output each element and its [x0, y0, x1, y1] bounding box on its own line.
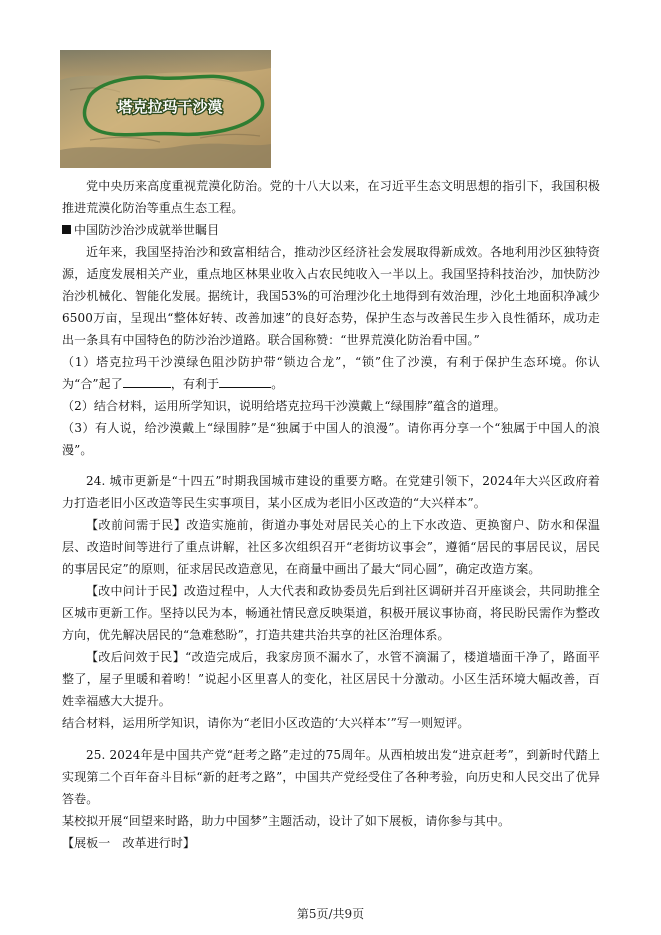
q24-paragraph-1: 【改前问需于民】改造实施前，街道办事处对居民关心的上下水改造、更换窗户、防水和保温层、改造时间等进行了重点讲解，社区多次组织召开“老街坊议事会”，遵循“居民的事居民议，居民的事居民定”的原则，征求居民改造意见，在商量中画出了最大“同心圆”，确定改造方案。 — [62, 518, 600, 576]
desert-label: 塔克拉玛干沙漠 — [117, 98, 223, 116]
question-23-block — [62, 175, 600, 461]
answer-blank-1[interactable] — [123, 375, 171, 388]
q23-subq3: （3）有人说，给沙漠戴上“绿围脖”是“独属于中国人的浪漫”。请你再分享一个“独属于中国人的浪漫”。 — [62, 421, 600, 457]
desert-map-image — [60, 50, 271, 168]
q23-heading-text: 中国防沙治沙成就举世瞩目 — [74, 223, 220, 237]
q25-task: 某校拟开展“回望来时路，助力中国梦”主题活动，设计了如下展板，请你参与其中。 — [62, 814, 511, 828]
question-25-block — [62, 744, 600, 854]
q25-board-1-title: 【展板一 改革进行时】 — [62, 836, 196, 850]
question-24-block — [62, 470, 600, 734]
q23-subq1 — [62, 351, 600, 395]
square-bullet-icon — [62, 225, 71, 234]
q24-paragraph-2: 【改中问计于民】改造过程中，人大代表和政协委员先后到社区调研并召开座谈会，共同助推全区城市更新工作。坚持以民为本，畅通社情民意反映渠道，积极开展议事协商，将民盼民需作为整改方向，优先解决居民的“急难愁盼”，打造共建共治共享的社区治理体系。 — [62, 584, 600, 642]
q23-intro: 党中央历来高度重视荒漠化防治。党的十八大以来，在习近平生态文明思想的指引下，我国积极推进荒漠化防治等重点生态工程。 — [62, 179, 600, 215]
answer-blank-2[interactable] — [219, 375, 271, 388]
q24-question: 结合材料，运用所学知识，请你为“老旧小区改造的‘大兴样本’”写一则短评。 — [62, 716, 470, 730]
q23-heading — [62, 219, 600, 241]
q23-subq1-part1: （1）塔克拉玛干沙漠绿色阻沙防护带“锁边合龙”，“锁”住了沙漠，有利于保护生态环境。你认为“合”起了 — [62, 355, 600, 391]
q23-material: 近年来，我国坚持治沙和致富相结合，推动沙区经济社会发展取得新成效。各地利用沙区独特资源，适度发展相关产业，重点地区林果业收入占农民纯收入一半以上。我国坚持科技治沙，加快防沙治沙机械化、智能化发展。据统计，我国53%的可治理沙化土地得到有效治理，沙化土地面积净减少6500万亩，呈现出“整体好转、改善加速”的良好态势，保护生态与改善民生步入良性循环，成功走出一条具有中国特色的防沙治沙道路。联合国称赞：“世界荒漠化防治看中国。” — [62, 245, 600, 347]
q24-paragraph-3: 【改后问效于民】“改造完成后，我家房顶不漏水了，水管不滴漏了，楼道墙面干净了，路面平整了，屋子里暖和着哟！”说起小区里喜人的变化，社区居民十分激动。小区生活环境大幅改善，百姓幸福感大大提升。 — [62, 650, 600, 708]
q23-subq1-part2: ，有利于 — [170, 377, 220, 391]
q24-intro: 24. 城市更新是“十四五”时期我国城市建设的重要方略。在党建引领下，2024年大兴区政府着力打造老旧小区改造等民生实事项目，某小区成为老旧小区改造的“大兴样本”。 — [62, 474, 600, 510]
q23-subq2: （2）结合材料，运用所学知识，说明给塔克拉玛干沙漠戴上“绿围脖”蕴含的道理。 — [62, 399, 506, 413]
page-footer: 第5页/共9页 — [296, 907, 365, 921]
q25-intro: 25. 2024年是中国共产党“赶考之路”走过的75周年。从西柏坡出发“进京赶考”，到新时代踏上实现第二个百年奋斗目标“新的赶考之路”，中国共产党经受住了各种考验，向历史和人民交出了优异答卷。 — [62, 748, 600, 806]
desert-map-svg — [60, 50, 271, 168]
q23-subq1-part3: 。 — [271, 377, 284, 391]
